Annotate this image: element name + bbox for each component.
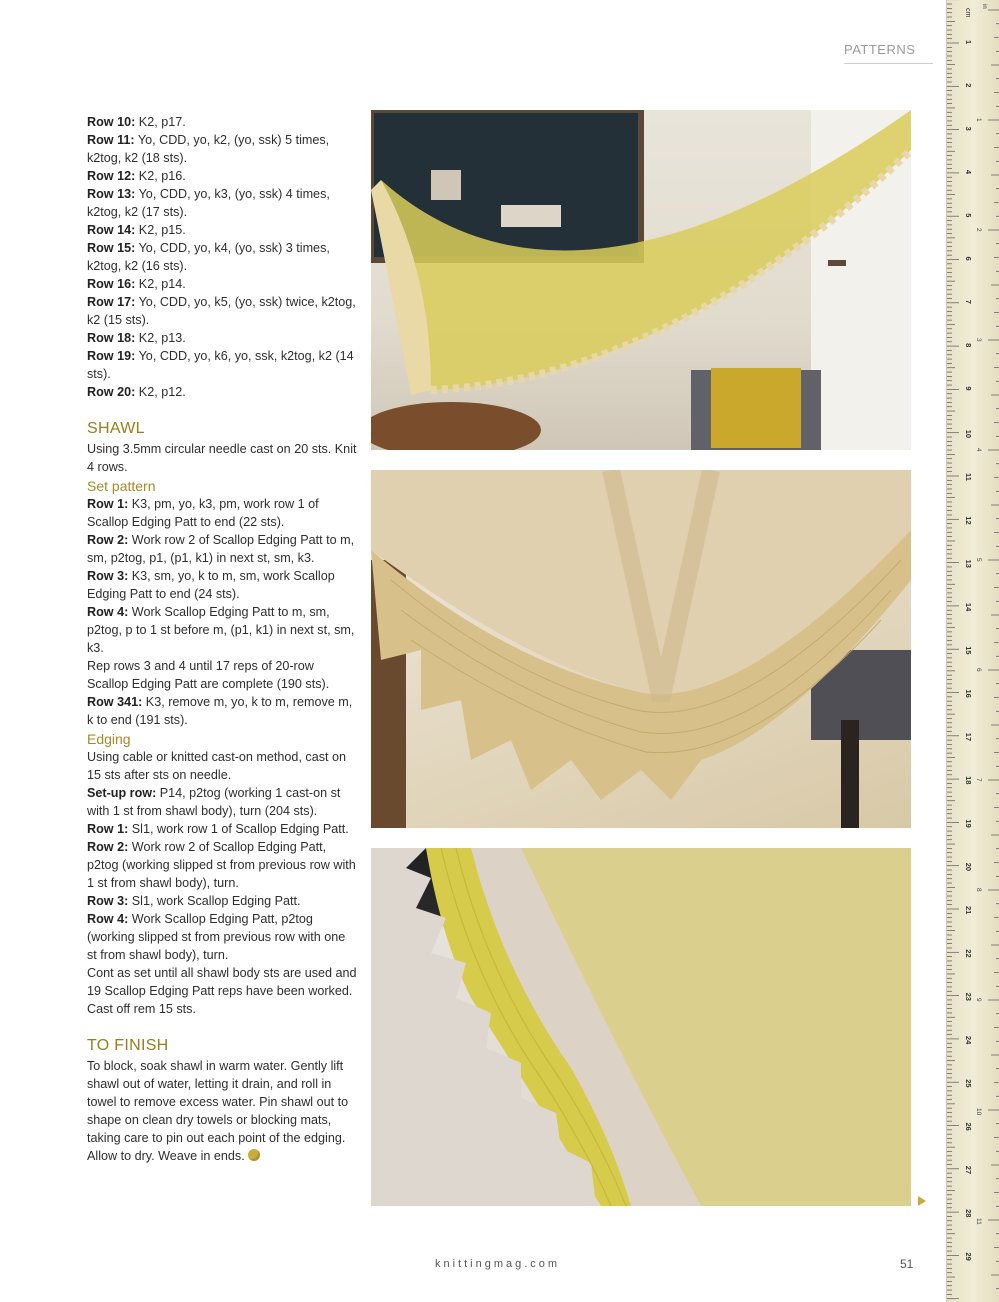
ruler-in-number: 9 xyxy=(975,998,982,1002)
row-list-edging xyxy=(87,784,357,1018)
row-text: K3, pm, yo, k3, pm, work row 1 of Scallop Edging Patt to end (22 sts). xyxy=(87,497,319,529)
section-tag: PATTERNS xyxy=(844,42,933,64)
photo-yellow-edge xyxy=(371,848,911,1206)
ruler-in-number: 6 xyxy=(975,668,982,672)
ruler-in-number: 3 xyxy=(975,338,982,342)
photo-shawl-held xyxy=(371,110,911,450)
ruler-cm-number: 20 xyxy=(964,862,973,872)
page-number: 51 xyxy=(900,1257,914,1271)
pattern-row xyxy=(87,693,357,729)
ruler-cm-label: cm xyxy=(964,8,971,18)
row-label: Row 11: xyxy=(87,133,135,147)
ruler-cm-number: 8 xyxy=(964,343,973,348)
ruler-cm-number: 10 xyxy=(964,429,973,439)
ruler-cm-number: 22 xyxy=(964,949,973,958)
pattern-row xyxy=(87,892,357,910)
row-label: Row 19: xyxy=(87,349,136,363)
ruler-cm-number: 29 xyxy=(964,1252,973,1261)
row-text: K2, p17. xyxy=(135,115,186,129)
row-label: Row 18: xyxy=(87,331,136,345)
pattern-row xyxy=(87,657,357,693)
row-label: Row 16: xyxy=(87,277,136,291)
ruler-cm-number: 24 xyxy=(964,1035,973,1045)
row-label: Row 3: xyxy=(87,894,129,908)
row-label: Row 17: xyxy=(87,295,136,309)
pattern-row xyxy=(87,131,357,167)
pattern-row xyxy=(87,329,357,347)
ruler-cm-number: 6 xyxy=(964,256,973,261)
row-label: Row 4: xyxy=(87,605,129,619)
ruler-cm-number: 5 xyxy=(964,213,973,218)
row-label: Row 14: xyxy=(87,223,136,237)
ruler-cm-number: 4 xyxy=(964,169,973,175)
pattern-row xyxy=(87,495,357,531)
ruler-in-number: 7 xyxy=(975,778,982,782)
row-text: K2, p12. xyxy=(135,385,186,399)
pattern-row xyxy=(87,113,357,131)
ruler-in-number: 1 xyxy=(975,118,982,122)
row-text: Rep rows 3 and 4 until 17 reps of 20-row Scallop Edging Patt are complete (190 sts). xyxy=(87,659,330,691)
pattern-row xyxy=(87,603,357,657)
pattern-row xyxy=(87,838,357,892)
pattern-row xyxy=(87,185,357,221)
footer-url: knittingmag.com xyxy=(435,1258,561,1270)
pattern-row xyxy=(87,221,357,239)
row-label: Row 20: xyxy=(87,385,136,399)
ruler-in-number: 8 xyxy=(975,888,982,892)
ruler-cm-number: 27 xyxy=(964,1165,973,1175)
row-text: K2, p13. xyxy=(135,331,186,345)
shawl-intro: Using 3.5mm circular needle cast on 20 sts. Knit 4 rows. xyxy=(87,442,357,474)
ruler-cm-number: 1 xyxy=(964,40,973,45)
ruler-scale xyxy=(947,0,999,1302)
set-pattern-heading: Set pattern xyxy=(87,478,156,494)
row-label: Row 1: xyxy=(87,822,129,836)
ruler-cm-number: 11 xyxy=(964,473,973,481)
ruler-cm-number: 21 xyxy=(964,906,973,915)
edging-heading: Edging xyxy=(87,731,131,747)
finish-text xyxy=(87,1057,357,1165)
row-text: Work row 2 of Scallop Edging Patt, p2tog (working slipped st from previous row with 1 st from shawl body), turn. xyxy=(87,840,356,890)
pattern-row xyxy=(87,910,357,964)
ruler xyxy=(946,0,999,1302)
row-list-shawl xyxy=(87,495,357,729)
shawl-heading: SHAWL xyxy=(87,420,145,437)
row-label: Row 10: xyxy=(87,115,136,129)
row-label: Row 2: xyxy=(87,840,129,854)
row-text: Cast off rem 15 sts. xyxy=(87,1002,196,1016)
ruler-cm-number: 26 xyxy=(964,1122,973,1131)
row-text: K2, p16. xyxy=(135,169,186,183)
row-label: Row 3: xyxy=(87,569,129,583)
pattern-row xyxy=(87,239,357,275)
row-text: P14, p2tog (working 1 cast-on st with 1 st from shawl body), turn (204 sts). xyxy=(87,786,341,818)
row-text: Yo, CDD, yo, k3, (yo, ssk) 4 times, k2tog, k2 (17 sts). xyxy=(87,187,330,219)
pattern-row xyxy=(87,784,357,820)
ruler-cm-number: 16 xyxy=(964,689,973,698)
edging-intro: Using cable or knitted cast-on method, cast on 15 sts after sts on needle. xyxy=(87,750,347,782)
photo-edging-detail xyxy=(371,470,911,828)
pattern-row xyxy=(87,567,357,603)
ruler-cm-number: 19 xyxy=(964,819,973,828)
row-text: K3, remove m, yo, k to m, remove m, k to end (191 sts). xyxy=(87,695,353,727)
finish-body: To block, soak shawl in warm water. Gently lift shawl out of water, letting it drain, and roll in towel to remove excess water. Pin shawl out to shape on clean dry towels or blocking mats, taking care to pin out each point of the edging. Allow to dry. Weave in ends. xyxy=(87,1059,349,1163)
ruler-cm-number: 13 xyxy=(964,559,973,568)
ruler-cm-number: 2 xyxy=(964,83,973,88)
pattern-column xyxy=(87,113,357,1165)
ruler-cm-number: 9 xyxy=(964,386,973,391)
row-text: Yo, CDD, yo, k2, (yo, ssk) 5 times, k2tog, k2 (18 sts). xyxy=(87,133,330,165)
triangle-right-icon xyxy=(918,1196,926,1206)
row-text: Sl1, work row 1 of Scallop Edging Patt. xyxy=(128,822,349,836)
pattern-row xyxy=(87,964,357,1000)
ruler-in-number: 4 xyxy=(975,448,982,452)
pattern-row xyxy=(87,347,357,383)
ruler-in-label: in xyxy=(981,4,987,9)
row-label: Row 2: xyxy=(87,533,129,547)
ruler-cm-number: 15 xyxy=(964,646,973,655)
pattern-row xyxy=(87,820,357,838)
row-label: Row 1: xyxy=(87,497,129,511)
ruler-cm-number: 7 xyxy=(964,299,973,304)
ruler-cm-number: 25 xyxy=(964,1079,973,1088)
pattern-row xyxy=(87,531,357,567)
row-text: Cont as set until all shawl body sts are used and 19 Scallop Edging Patt reps have been worked. xyxy=(87,966,357,998)
row-label: Row 4: xyxy=(87,912,129,926)
row-text: K2, p14. xyxy=(135,277,186,291)
ruler-cm-number: 28 xyxy=(964,1209,973,1218)
row-list-top xyxy=(87,113,357,401)
pattern-row xyxy=(87,1000,357,1018)
pattern-row xyxy=(87,275,357,293)
row-text: Yo, CDD, yo, k5, (yo, ssk) twice, k2tog, k2 (15 sts). xyxy=(87,295,356,327)
row-text: Yo, CDD, yo, k6, yo, ssk, k2tog, k2 (14 sts). xyxy=(87,349,354,381)
row-text: Yo, CDD, yo, k4, (yo, ssk) 3 times, k2tog, k2 (16 sts). xyxy=(87,241,330,273)
ruler-cm-number: 3 xyxy=(964,126,973,131)
ruler-in-number: 5 xyxy=(975,558,982,562)
row-text: Work Scallop Edging Patt, p2tog (working slipped st from previous row with one st from shawl body), turn. xyxy=(87,912,346,962)
row-label: Set-up row: xyxy=(87,786,157,800)
pattern-row xyxy=(87,167,357,185)
row-label: Row 341: xyxy=(87,695,143,709)
row-label: Row 12: xyxy=(87,169,136,183)
ruler-in-number: 10 xyxy=(975,1108,982,1116)
ruler-in-number: 2 xyxy=(975,228,982,232)
row-text: K2, p15. xyxy=(135,223,186,237)
ruler-cm-number: 14 xyxy=(964,602,973,612)
row-text: Work Scallop Edging Patt to m, sm, p2tog, p to 1 st before m, (p1, k1) in next st, sm, k3. xyxy=(87,605,355,655)
row-label: Row 13: xyxy=(87,187,136,201)
row-label: Row 15: xyxy=(87,241,136,255)
row-text: K3, sm, yo, k to m, sm, work Scallop Edging Patt to end (24 sts). xyxy=(87,569,335,601)
ruler-cm-number: 12 xyxy=(964,516,973,525)
pattern-row xyxy=(87,383,357,401)
row-text: Work row 2 of Scallop Edging Patt to m, sm, p2tog, p1, (p1, k1) in next st, sm, k3. xyxy=(87,533,355,565)
ruler-cm-number: 18 xyxy=(964,776,973,785)
ruler-in-number: 11 xyxy=(975,1218,982,1225)
ruler-cm-number: 17 xyxy=(964,732,973,742)
yarn-ball-icon xyxy=(248,1149,260,1161)
ruler-cm-number: 23 xyxy=(964,992,973,1001)
finish-heading: TO FINISH xyxy=(87,1037,169,1054)
row-text: Sl1, work Scallop Edging Patt. xyxy=(128,894,301,908)
pattern-row xyxy=(87,293,357,329)
